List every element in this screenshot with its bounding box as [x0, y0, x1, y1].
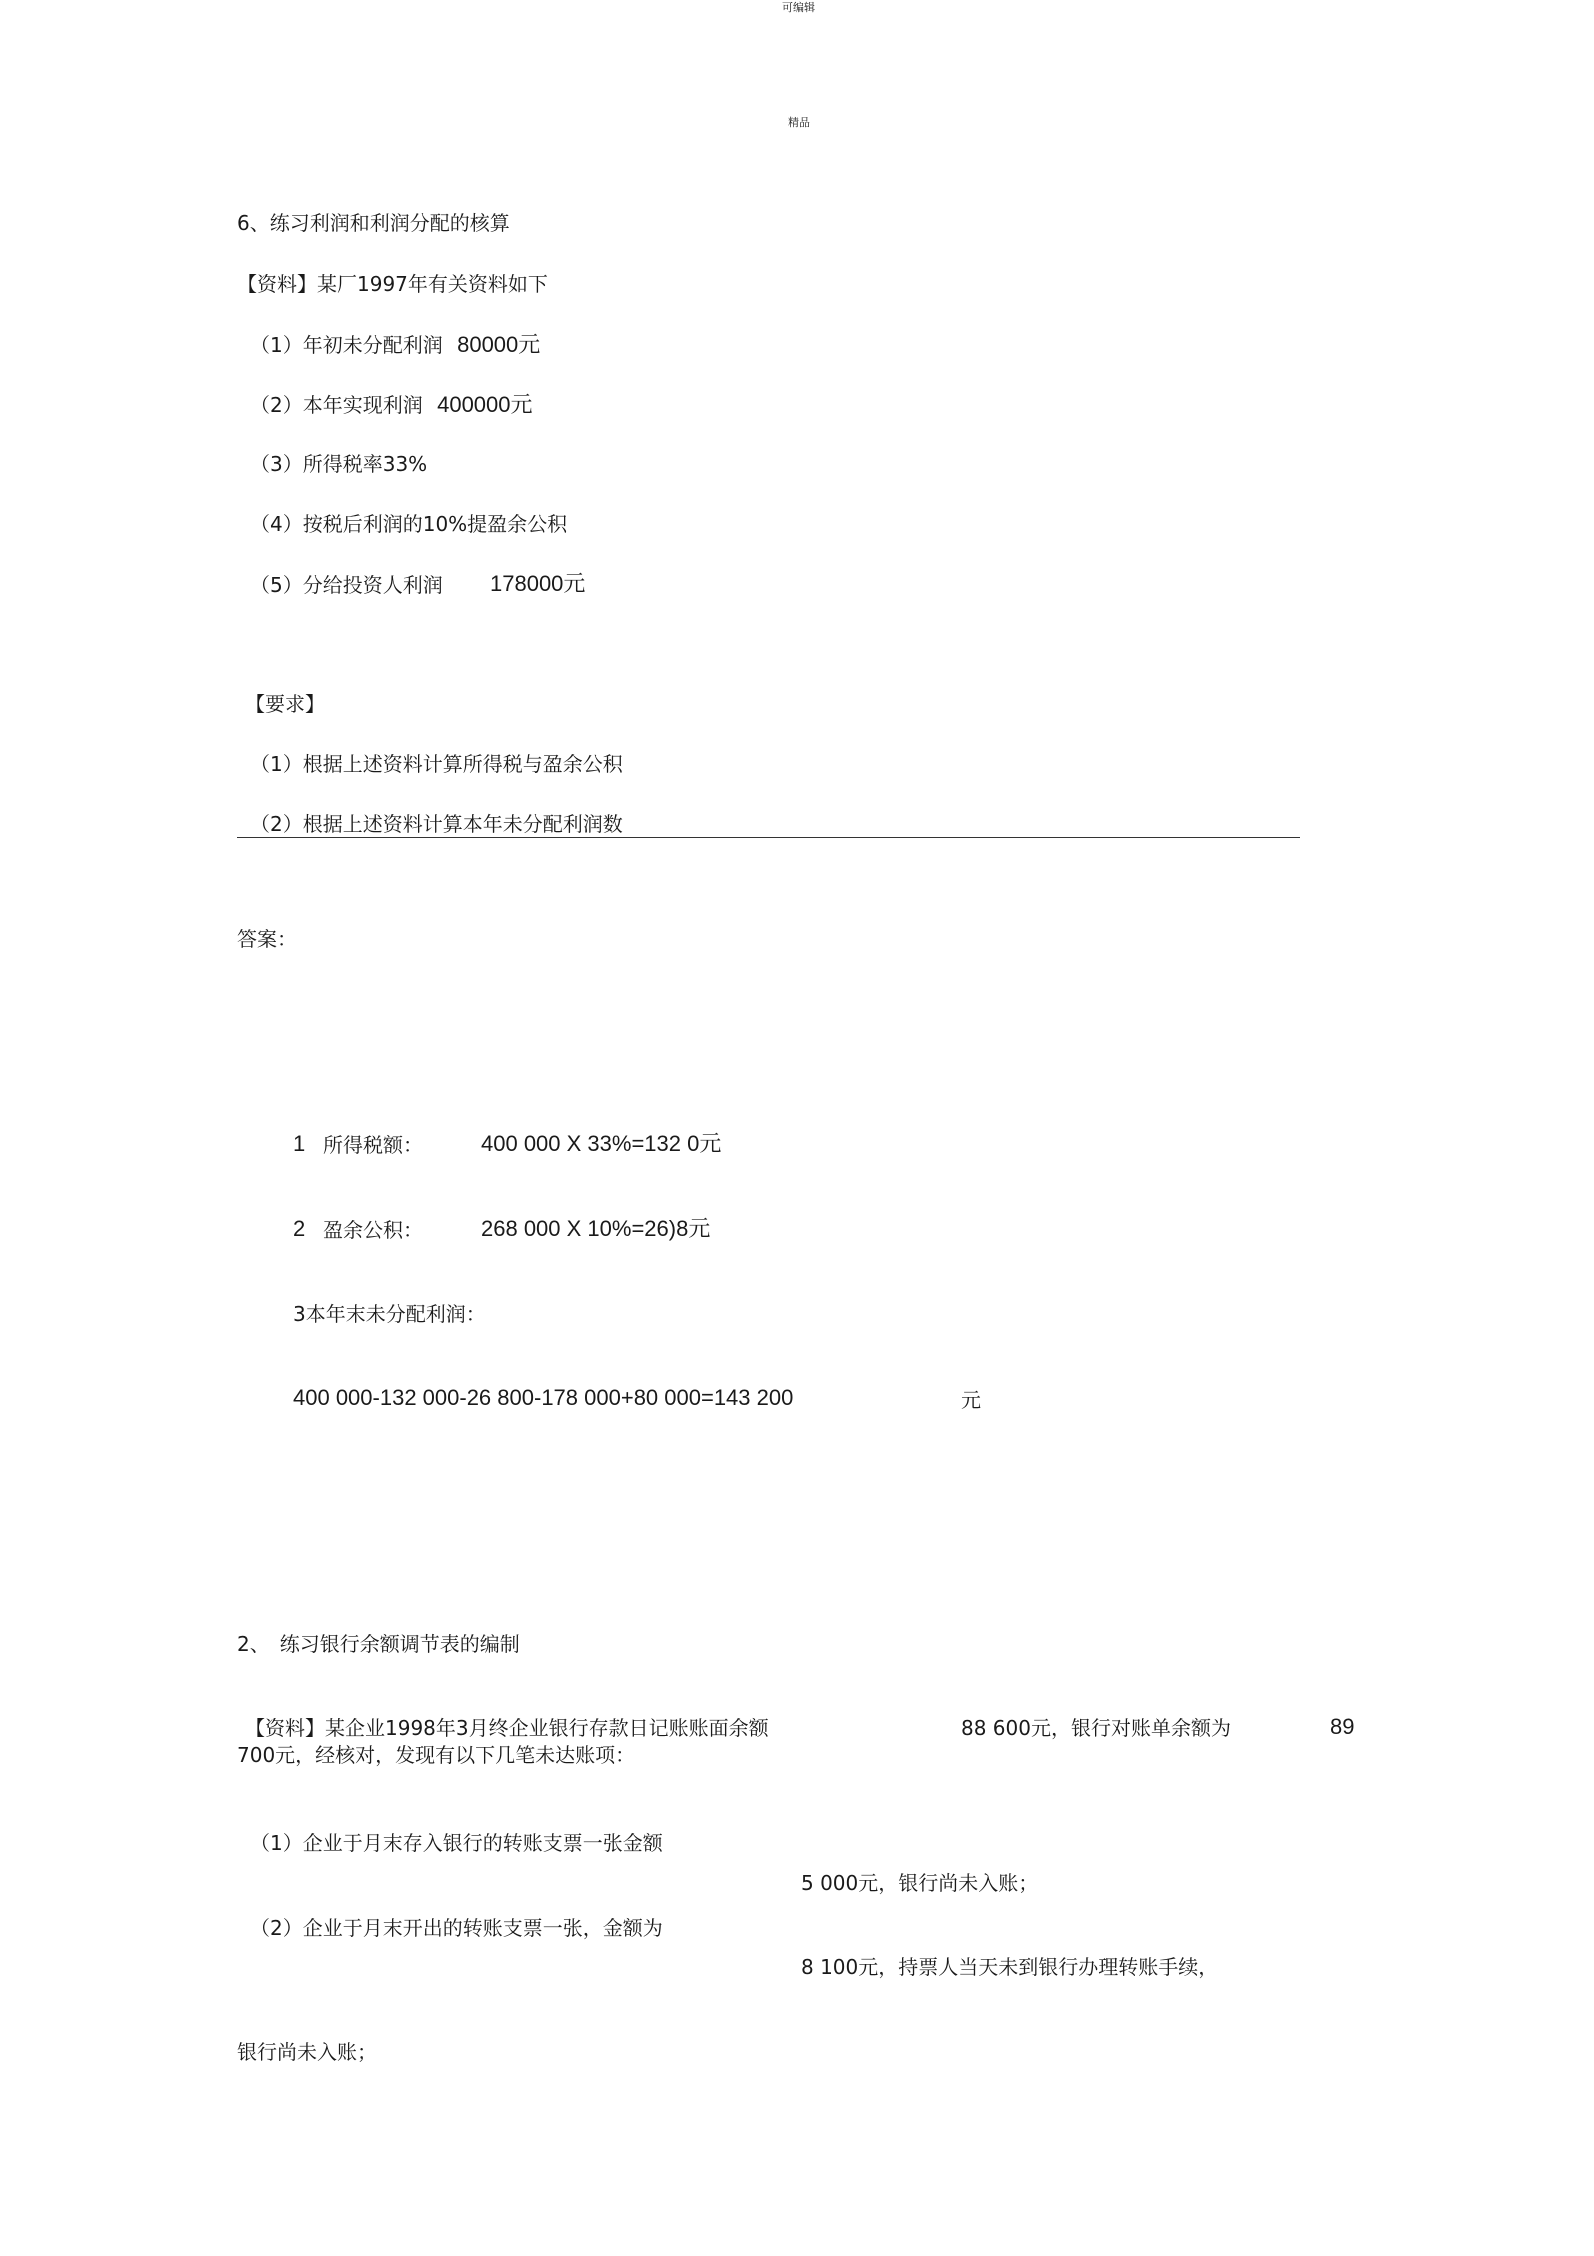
q6-title: 6、练习利润和利润分配的核算: [237, 211, 510, 235]
answer-2-num: 2: [293, 1216, 306, 1241]
q2-material-line1-b: 88 600元，银行对账单余额为: [961, 1716, 1231, 1740]
q2-item-1-a: （1）企业于月末存入银行的转账支票一张金额: [250, 1831, 663, 1855]
answer-3-unit: 元: [961, 1388, 981, 1412]
q6-requirement-2: （2）根据上述资料计算本年未分配利润数: [250, 812, 623, 836]
q6-item-1-label: （1）年初未分配利润: [250, 333, 443, 357]
q6-item-2-value: 400000元: [437, 392, 533, 417]
q2-item-2-c: 银行尚未入账；: [237, 2040, 377, 2064]
answer-2-label: 盈余公积：: [323, 1218, 423, 1242]
header-top: 可编辑: [782, 1, 815, 14]
q6-item-1: [250, 334, 540, 356]
q6-requirement-1: （1）根据上述资料计算所得税与盈余公积: [250, 752, 623, 776]
answer-1-num: 1: [293, 1131, 306, 1156]
q6-material-intro: 【资料】某厂1997年有关资料如下: [237, 272, 548, 296]
q6-item-5-value: 178000元: [490, 571, 586, 596]
q6-item-1-value: 80000元: [457, 332, 541, 357]
q2-item-1-b: 5 000元，银行尚未入账；: [801, 1871, 1039, 1895]
answer-3-label: 3本年末未分配利润：: [293, 1302, 486, 1326]
answer-1-label: 所得税额：: [323, 1133, 423, 1157]
q2-material-line1-a: 【资料】某企业1998年3月终企业银行存款日记账账面余额: [245, 1716, 769, 1740]
answer-label: 答案：: [237, 927, 297, 951]
answer-2-expr: 268 000 X 10%=26)8元: [481, 1216, 711, 1241]
q6-requirements-title: 【要求】: [245, 692, 325, 716]
q2-material-line1-c: 89: [1330, 1714, 1355, 1739]
q2-material-line2: 700元，经核对，发现有以下几笔未达账项：: [237, 1743, 636, 1767]
q2-item-2-a: （2）企业于月末开出的转账支票一张，金额为: [250, 1916, 663, 1940]
q6-item-2: [250, 394, 533, 416]
header-sub: 精品: [788, 116, 810, 129]
answer-1-expr: 400 000 X 33%=132 0元: [481, 1131, 722, 1156]
q2-item-2-b: 8 100元，持票人当天未到银行办理转账手续，: [801, 1955, 1219, 1979]
q2-title: 2、 练习银行余额调节表的编制: [237, 1632, 520, 1656]
divider-rule: [237, 837, 1300, 838]
q6-item-3: （3）所得税率33%: [250, 452, 428, 476]
q6-item-4: （4）按税后利润的10%提盈余公积: [250, 512, 568, 536]
q6-item-5-label: （5）分给投资人利润: [250, 573, 443, 597]
answer-3-expr: 400 000-132 000-26 800-178 000+80 000=143 200: [293, 1385, 794, 1410]
q6-item-2-label: （2）本年实现利润: [250, 393, 423, 417]
